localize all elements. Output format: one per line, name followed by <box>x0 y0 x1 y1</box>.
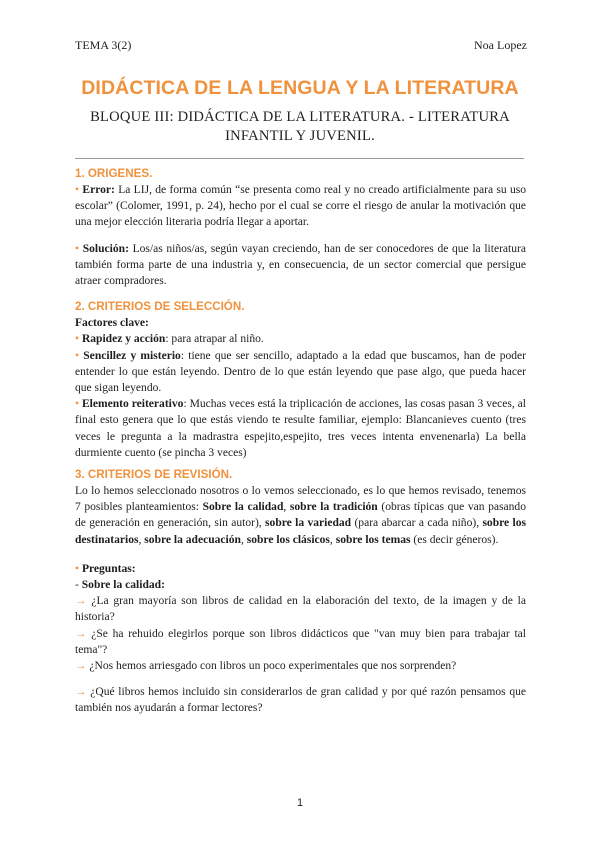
document-title: DIDÁCTICA DE LA LENGUA Y LA LITERATURA <box>81 77 519 99</box>
question-3-text: ¿Nos hemos arriesgado con libros un poco experimentales que nos sorprenden? <box>86 660 457 673</box>
question-2 <box>75 626 526 658</box>
paragraph-rapidez <box>75 331 526 347</box>
paragraph-sencillez <box>75 348 526 397</box>
criterio-adecuacion: sobre la adecuación <box>144 533 241 546</box>
bullet-marker: • <box>75 333 80 346</box>
solucion-label: Solución: <box>82 242 129 255</box>
arrow-icon: → <box>75 595 87 608</box>
paragraph-elemento <box>75 396 526 461</box>
factores-label <box>75 315 526 331</box>
criterio-variedad: sobre la variedad <box>265 517 352 530</box>
bullet-marker: • <box>75 349 80 362</box>
error-label: Error: <box>82 184 115 196</box>
dash-marker: - <box>75 579 79 592</box>
elemento-text: : Muchas veces está la triplicación de acciones, las cosas pasan 3 veces, al final esto genera que lo que estás viendo te resulte familiar, ejemplo: Blancanieves cuento (tres veces le pregunta a la madrastra espejito,espejito, tres veces intenta envenenarla) La bella durmiente cuento (se pincha 3 veces) <box>75 398 526 459</box>
arrow-icon: → <box>75 686 87 699</box>
document-body <box>75 166 526 717</box>
variedad-note: (para abarcar a cada niño), <box>351 517 483 530</box>
sep-6: , <box>329 533 336 546</box>
question-4-text: ¿Qué libros hemos incluido sin considerarlos de gran calidad y por qué razón pensamos que también nos ayudarán a formar lectores? <box>75 686 526 715</box>
revision-intro: Lo lo hemos seleccionado nosotros o lo vemos seleccionado, es lo que hemos revisado, tenemos 7 posibles planteamientos: <box>75 485 526 514</box>
error-text: La LIJ, de forma común “se presenta como real y no creado artificialmente para su uso escolar” (Colomer, 1991, p. 24), hecho por el cual se corre el riesgo de anular la motivación que una mejor elección literaria podría llegar a aportar. <box>75 184 527 229</box>
arrow-icon: → <box>75 627 87 640</box>
question-1-text: ¿La gran mayoría son libros de calidad en la elaboración del texto, de la imagen y de la historia? <box>75 595 526 624</box>
section-heading-revision: 3. CRITERIOS DE REVISIÓN. <box>75 468 233 482</box>
header-topic: TEMA 3(2) <box>75 38 132 52</box>
preguntas-label <box>75 561 526 577</box>
bullet-marker: • <box>75 562 80 575</box>
criterio-clasicos: sobre los clásicos <box>246 533 330 546</box>
bullet-marker: • <box>75 398 80 411</box>
sep-4: , <box>138 533 145 546</box>
question-1 <box>75 593 526 625</box>
sencillez-label: Sencillez y misterio <box>83 349 181 362</box>
factores-text: Factores clave: <box>75 317 149 330</box>
sobre-calidad-text: Sobre la calidad: <box>81 579 165 592</box>
section-heading-seleccion: 2. CRITERIOS DE SELECCIÓN. <box>75 300 245 314</box>
sep-5: , <box>240 533 247 546</box>
solucion-text: Los/as niños/as, según vayan creciendo, han de ser conocedores de que la literatura también forma parte de una industria y, en consecuencia, de un sector comercial que persigue atraer compradores. <box>75 242 527 288</box>
paragraph-revision <box>75 483 526 548</box>
section-heading-origenes: 1. ORIGENES. <box>75 167 153 180</box>
question-2-text: ¿Se ha rehuido elegirlos porque son libros didácticos que "van muy bien para trabajar tal tema"? <box>75 627 526 656</box>
elemento-label: Elemento reiterativo <box>81 398 184 411</box>
rapidez-label: Rapidez y acción <box>81 333 166 346</box>
header-author: Noa Lopez <box>474 38 527 52</box>
document-subtitle: BLOQUE III: DIDÁCTICA DE LA LITERATURA. - LITERATURA INFANTIL Y JUVENIL. <box>90 109 510 144</box>
paragraph-solucion <box>75 241 526 290</box>
bullet-marker: • <box>75 242 80 255</box>
bullet-marker: • <box>75 184 80 196</box>
criterio-temas: sobre los temas <box>335 533 411 546</box>
tradicion-note: (obras típicas que van pasando de generación en generación, sin autor), <box>75 501 526 530</box>
paragraph-error <box>75 182 526 231</box>
criterio-tradicion: sobre la tradición <box>289 501 378 514</box>
sep-1: , <box>283 501 290 514</box>
criterio-destinatarios: sobre los destinatarios <box>75 517 526 546</box>
rapidez-text: : para atrapar al niño. <box>165 333 264 346</box>
criterio-calidad: Sobre la calidad <box>202 501 284 514</box>
temas-note: (es decir géneros). <box>410 533 499 546</box>
arrow-icon: → <box>75 660 87 673</box>
title-divider <box>75 158 524 159</box>
question-3 <box>75 658 526 674</box>
sobre-calidad-label <box>75 577 526 593</box>
sencillez-text: : tiene que ser sencillo, adaptado a la edad que buscamos, han de poder entender lo que están leyendo. Dentro de lo que están leyendo que pase algo, que pueda hacer que sigan leyendo. <box>75 349 526 395</box>
preguntas-text: Preguntas: <box>81 562 136 575</box>
question-4 <box>75 684 526 716</box>
page-number: 1 <box>296 797 304 809</box>
